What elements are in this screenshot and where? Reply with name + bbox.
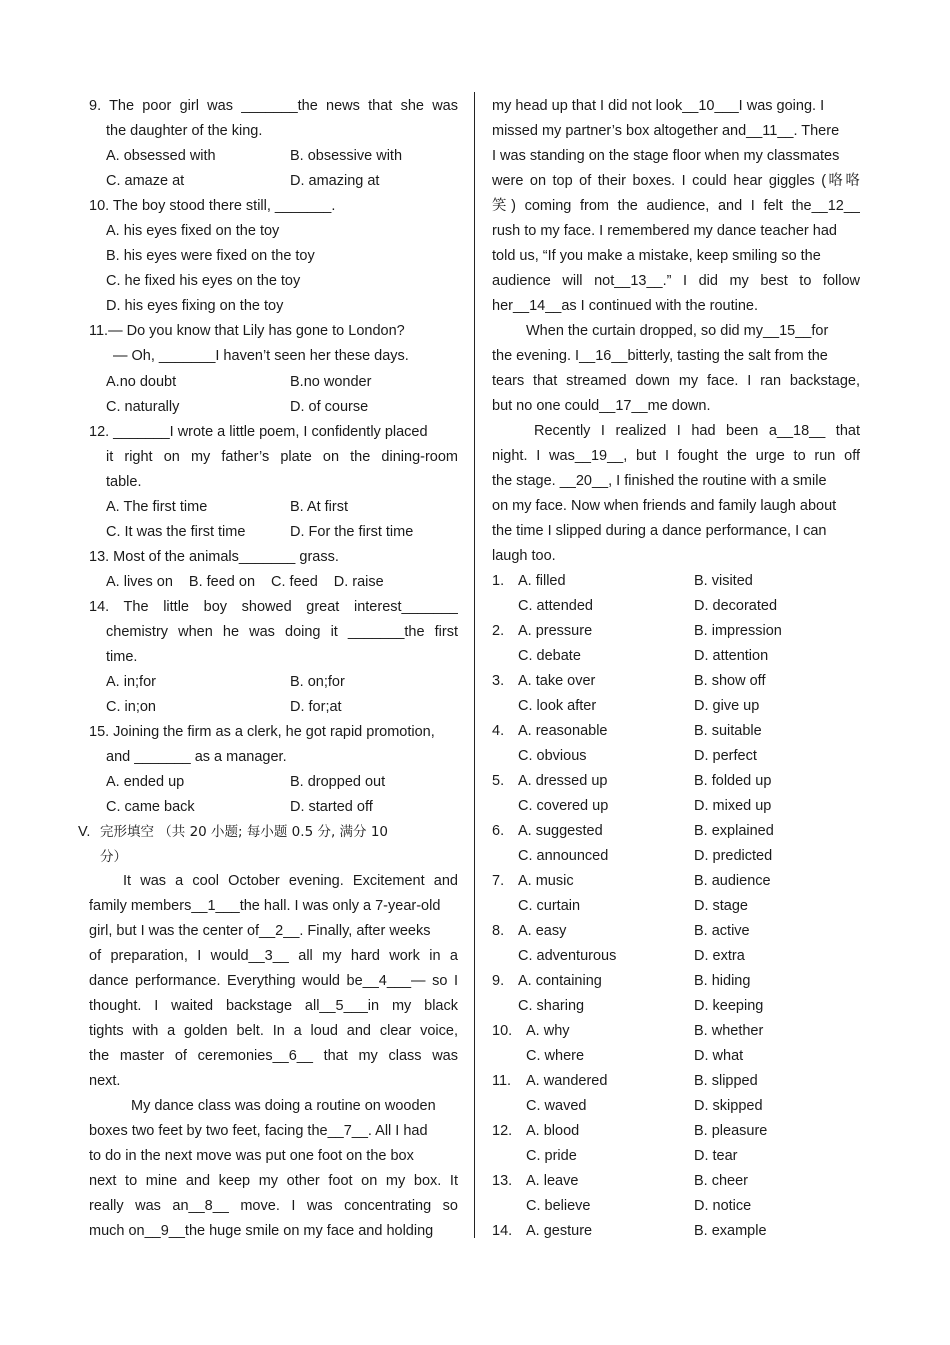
option-a[interactable]: A. filled (518, 573, 566, 589)
option-a[interactable]: A. ended up (106, 774, 185, 790)
answer-indent (492, 944, 518, 969)
passage-line: Recently I realized I had been a__18__ that (534, 423, 860, 439)
option-a[interactable]: A. music (518, 873, 574, 889)
option-b[interactable]: B.no wonder (290, 374, 372, 390)
answer-row (492, 694, 860, 719)
option-d[interactable]: D. keeping (694, 998, 764, 1014)
option-d[interactable]: D. decorated (694, 598, 778, 614)
passage-line: told us, “If you make a mistake, keep smiling so the (492, 248, 821, 264)
option-b[interactable]: B. dropped out (290, 774, 386, 790)
passage-line: tears that streamed down my face. I ran backstage, (492, 373, 860, 389)
option-b[interactable]: B. on;for (290, 674, 345, 690)
option-d[interactable]: D. his eyes fixing on the toy (106, 298, 284, 314)
answer-number: 3. (492, 673, 505, 689)
question-10-stem: 10. The boy stood there still, _______. (89, 198, 336, 214)
answer-row (492, 569, 860, 594)
answer-row (492, 1194, 860, 1219)
option-b[interactable]: B. slipped (694, 1073, 758, 1089)
option-a[interactable]: A. dressed up (518, 773, 608, 789)
passage-line: the stage. __20__, I finished the routine with a smile (492, 473, 827, 489)
passage-line: my head up that I did not look__10___I was going. I (492, 98, 825, 114)
option-d[interactable]: D. raise (333, 574, 384, 590)
passage-line: next. (89, 1073, 121, 1089)
option-b[interactable]: B. suitable (694, 723, 762, 739)
option-b[interactable]: B. show off (694, 673, 766, 689)
option-c[interactable]: C. believe (526, 1198, 591, 1214)
answer-indent (492, 1044, 526, 1069)
answer-indent (492, 644, 518, 669)
answer-number: 6. (492, 823, 505, 839)
question-14-options-row1 (89, 670, 458, 695)
answer-number: 4. (492, 723, 505, 739)
option-c[interactable]: C. obvious (518, 748, 587, 764)
passage-line: much on__9__the huge smile on my face and holding (89, 1223, 434, 1239)
section-v-heading (78, 820, 458, 845)
answer-indent (492, 1144, 526, 1169)
answer-row (492, 894, 860, 919)
option-c[interactable]: C. feed (271, 574, 318, 590)
answer-number: 5. (492, 773, 505, 789)
answer-row (492, 919, 860, 944)
question-14-stem: 14. The little boy showed great interest_______ (89, 599, 458, 615)
passage-line: I was standing on the stage floor when my classmates (492, 148, 840, 164)
option-a[interactable]: A. The first time (106, 499, 208, 515)
option-b[interactable]: B. folded up (694, 773, 772, 789)
option-a[interactable]: A. leave (526, 1173, 579, 1189)
answer-row (492, 794, 860, 819)
option-b[interactable]: B. visited (694, 573, 753, 589)
option-d[interactable]: D. attention (694, 648, 769, 664)
question-11-stem: 11.— Do you know that Lily has gone to London? (89, 323, 405, 339)
answer-row (492, 719, 860, 744)
answer-number: 2. (492, 623, 505, 639)
passage-line: but no one could__17__me down. (492, 398, 711, 414)
option-d[interactable]: D. of course (290, 399, 369, 415)
option-c[interactable]: C. where (526, 1048, 585, 1064)
question-12-stem: 12. _______I wrote a little poem, I confidently placed (89, 424, 428, 440)
option-b[interactable]: B. At first (290, 499, 349, 515)
answer-row (492, 969, 860, 994)
option-a[interactable]: A. reasonable (518, 723, 608, 739)
cloze-answer-14 (492, 1219, 860, 1244)
answer-indent (492, 894, 518, 919)
option-a[interactable]: A. easy (518, 923, 567, 939)
passage-line: dance performance. Everything would be__4___— so I (89, 973, 458, 989)
passage-line: family members__1___the hall. I was only a 7-year-old (89, 898, 441, 914)
option-a[interactable]: A. take over (518, 673, 596, 689)
option-a[interactable]: A. in;for (106, 674, 156, 690)
option-c[interactable]: C. naturally (106, 399, 180, 415)
question-13-stem: 13. Most of the animals_______ grass. (89, 549, 339, 565)
passage-line: on my face. Now when friends and family laugh about (492, 498, 837, 514)
passage-line: thought. I waited backstage all__5___in my black (89, 998, 458, 1014)
option-a[interactable]: A. containing (518, 973, 602, 989)
question-9-stem-cont: the daughter of the king. (106, 123, 263, 139)
answer-number: 1. (492, 573, 505, 589)
passage-line: rush to my face. I remembered my dance teacher had (492, 223, 837, 239)
option-a[interactable]: A. wandered (526, 1073, 608, 1089)
option-c[interactable]: C. look after (518, 698, 597, 714)
option-a[interactable]: A. suggested (518, 823, 603, 839)
question-14-stem-end: time. (106, 649, 138, 665)
answer-row (492, 744, 860, 769)
question-11-reply: — Oh, _______I haven’t seen her these days. (113, 348, 409, 364)
option-c[interactable]: C. debate (518, 648, 581, 664)
option-d[interactable]: D. stage (694, 898, 748, 914)
option-c[interactable]: C. pride (526, 1148, 577, 1164)
option-a[interactable]: A. lives on (106, 574, 173, 590)
passage-line: 笑) coming from the audience, and I felt the__12__ (492, 198, 860, 214)
answer-number: 7. (492, 873, 505, 889)
answer-indent (492, 994, 518, 1019)
question-9-stem: 9. The poor girl was _______the news that she was (89, 98, 458, 114)
answer-row (492, 669, 860, 694)
option-a[interactable]: A. gesture (526, 1223, 593, 1239)
answer-row (492, 994, 860, 1019)
option-d[interactable]: D. amazing at (290, 173, 380, 189)
option-b[interactable]: B. pleasure (694, 1123, 768, 1139)
answer-row (492, 819, 860, 844)
question-15-options-row2 (89, 795, 458, 820)
question-11-options-row1 (89, 370, 458, 395)
option-d[interactable]: D. skipped (694, 1098, 763, 1114)
passage-line: the time I slipped during a dance performance, I can (492, 523, 827, 539)
option-c[interactable]: C. announced (518, 848, 609, 864)
passage-line: laugh too. (492, 548, 556, 564)
option-b[interactable]: B. his eyes were fixed on the toy (106, 248, 315, 264)
answer-indent (492, 844, 518, 869)
section-v-numeral: V. (78, 824, 91, 840)
question-14-options-row2 (89, 695, 458, 720)
option-d[interactable]: D. started off (290, 799, 373, 815)
answer-number: 9. (492, 973, 505, 989)
option-b[interactable]: B. obsessive with (290, 148, 403, 164)
question-9-options-row1 (89, 144, 458, 169)
option-a[interactable]: A.no doubt (106, 374, 177, 390)
passage-line: next to mine and keep my other foot on my box. It (89, 1173, 458, 1189)
question-12-stem-end: table. (106, 474, 142, 490)
option-d[interactable]: D. what (694, 1048, 744, 1064)
option-c[interactable]: C. waved (526, 1098, 587, 1114)
option-b[interactable]: B. example (694, 1223, 767, 1239)
answer-number: 14. (492, 1223, 513, 1239)
option-d[interactable]: D. give up (694, 698, 760, 714)
option-c[interactable]: C. It was the first time (106, 524, 246, 540)
answer-row (492, 594, 860, 619)
option-d[interactable]: D. For the first time (290, 524, 414, 540)
right-column (492, 94, 860, 1244)
option-a[interactable]: A. his eyes fixed on the toy (106, 223, 280, 239)
answer-row (492, 1019, 860, 1044)
option-d[interactable]: D. extra (694, 948, 745, 964)
question-13-options (89, 570, 458, 595)
answer-row (492, 944, 860, 969)
column-divider (474, 92, 475, 1238)
question-14-stem-cont: chemistry when he was doing it _______the first (106, 624, 458, 640)
answer-row (492, 1144, 860, 1169)
option-c[interactable]: C. attended (518, 598, 593, 614)
answer-number: 11. (492, 1073, 512, 1089)
option-a[interactable]: A. blood (526, 1123, 580, 1139)
passage-line: the master of ceremonies__6__ that my class was (89, 1048, 458, 1064)
cloze-answer-options (492, 569, 860, 1219)
answer-indent (492, 744, 518, 769)
option-b[interactable]: B. feed on (188, 574, 256, 590)
passage-line: boxes two feet by two feet, facing the__7__. All I had (89, 1123, 428, 1139)
option-d[interactable]: D. mixed up (694, 798, 772, 814)
option-c[interactable]: C. curtain (518, 898, 581, 914)
option-a[interactable]: A. pressure (518, 623, 593, 639)
passage-line: When the curtain dropped, so did my__15__for (526, 323, 829, 339)
passage-line: of preparation, I would__3__ all my hard work in a (89, 948, 458, 964)
option-b[interactable]: B. active (694, 923, 750, 939)
option-a[interactable]: A. obsessed with (106, 148, 216, 164)
option-c[interactable]: C. came back (106, 799, 195, 815)
option-d[interactable]: D. for;at (290, 699, 342, 715)
passage-line: night. I was__19__, but I fought the urge to run off (492, 448, 860, 464)
question-12-options-row1 (89, 495, 458, 520)
question-12-options-row2 (89, 520, 458, 545)
passage-line: really was an__8__ move. I was concentrating so (89, 1198, 458, 1214)
option-d[interactable]: D. predicted (694, 848, 773, 864)
section-v-title: 完形填空 （共 20 小题; 每小题 0.5 分, 满分 10 (100, 824, 388, 840)
question-15-stem-cont: and _______ as a manager. (106, 749, 287, 765)
option-c[interactable]: C. covered up (518, 798, 609, 814)
answer-row (492, 1169, 860, 1194)
passage-line: to do in the next move was put one foot on the box (89, 1148, 414, 1164)
answer-row (492, 1069, 860, 1094)
option-b[interactable]: B. hiding (694, 973, 751, 989)
answer-indent (492, 694, 518, 719)
option-b[interactable]: B. cheer (694, 1173, 748, 1189)
answer-row (492, 619, 860, 644)
question-15-stem: 15. Joining the firm as a clerk, he got rapid promotion, (89, 724, 435, 740)
option-d[interactable]: D. notice (694, 1198, 752, 1214)
option-c[interactable]: C. he fixed his eyes on the toy (106, 273, 301, 289)
option-b[interactable]: B. impression (694, 623, 782, 639)
question-11-options-row2 (89, 395, 458, 420)
passage-line: were on top of their boxes. I could hear giggles (咯咯 (492, 173, 860, 189)
answer-number: 12. (492, 1123, 513, 1139)
option-b[interactable]: B. whether (694, 1023, 764, 1039)
passage-line: tights with a golden belt. In a loud and clear voice, (89, 1023, 458, 1039)
section-v-title-cont: 分） (100, 849, 127, 865)
option-b[interactable]: B. explained (694, 823, 774, 839)
answer-indent (492, 1094, 526, 1119)
passage-line: audience will not__13__.” I did my best to follow (492, 273, 860, 289)
answer-indent (492, 794, 518, 819)
answer-row (492, 869, 860, 894)
answer-indent (492, 594, 518, 619)
left-column (78, 94, 458, 1244)
question-9-options-row2 (89, 169, 458, 194)
option-c[interactable]: C. in;on (106, 699, 156, 715)
answer-row (492, 844, 860, 869)
answer-number: 8. (492, 923, 505, 939)
answer-number: 10. (492, 1023, 513, 1039)
passage-line: My dance class was doing a routine on wooden (131, 1098, 436, 1114)
option-c[interactable]: C. sharing (518, 998, 585, 1014)
option-b[interactable]: B. audience (694, 873, 771, 889)
answer-row (492, 644, 860, 669)
question-12-stem-cont: it right on my father’s plate on the dining-room (106, 449, 458, 465)
option-c[interactable]: C. amaze at (106, 173, 185, 189)
option-c[interactable]: C. adventurous (518, 948, 617, 964)
answer-row (492, 1094, 860, 1119)
passage-line: girl, but I was the center of__2__. Finally, after weeks (89, 923, 431, 939)
answer-number: 13. (492, 1173, 513, 1189)
question-15-options-row1 (89, 770, 458, 795)
answer-row (492, 1044, 860, 1069)
answer-indent (492, 1194, 526, 1219)
option-a[interactable]: A. why (526, 1023, 570, 1039)
passage-line: It was a cool October evening. Excitement and (123, 873, 458, 889)
passage-line: the evening. I__16__bitterly, tasting the salt from the (492, 348, 828, 364)
option-d[interactable]: D. perfect (694, 748, 757, 764)
option-d[interactable]: D. tear (694, 1148, 738, 1164)
passage-line: missed my partner’s box altogether and__11__. There (492, 123, 840, 139)
answer-row (492, 1119, 860, 1144)
passage-line: her__14__as I continued with the routine. (492, 298, 759, 314)
answer-row (492, 769, 860, 794)
